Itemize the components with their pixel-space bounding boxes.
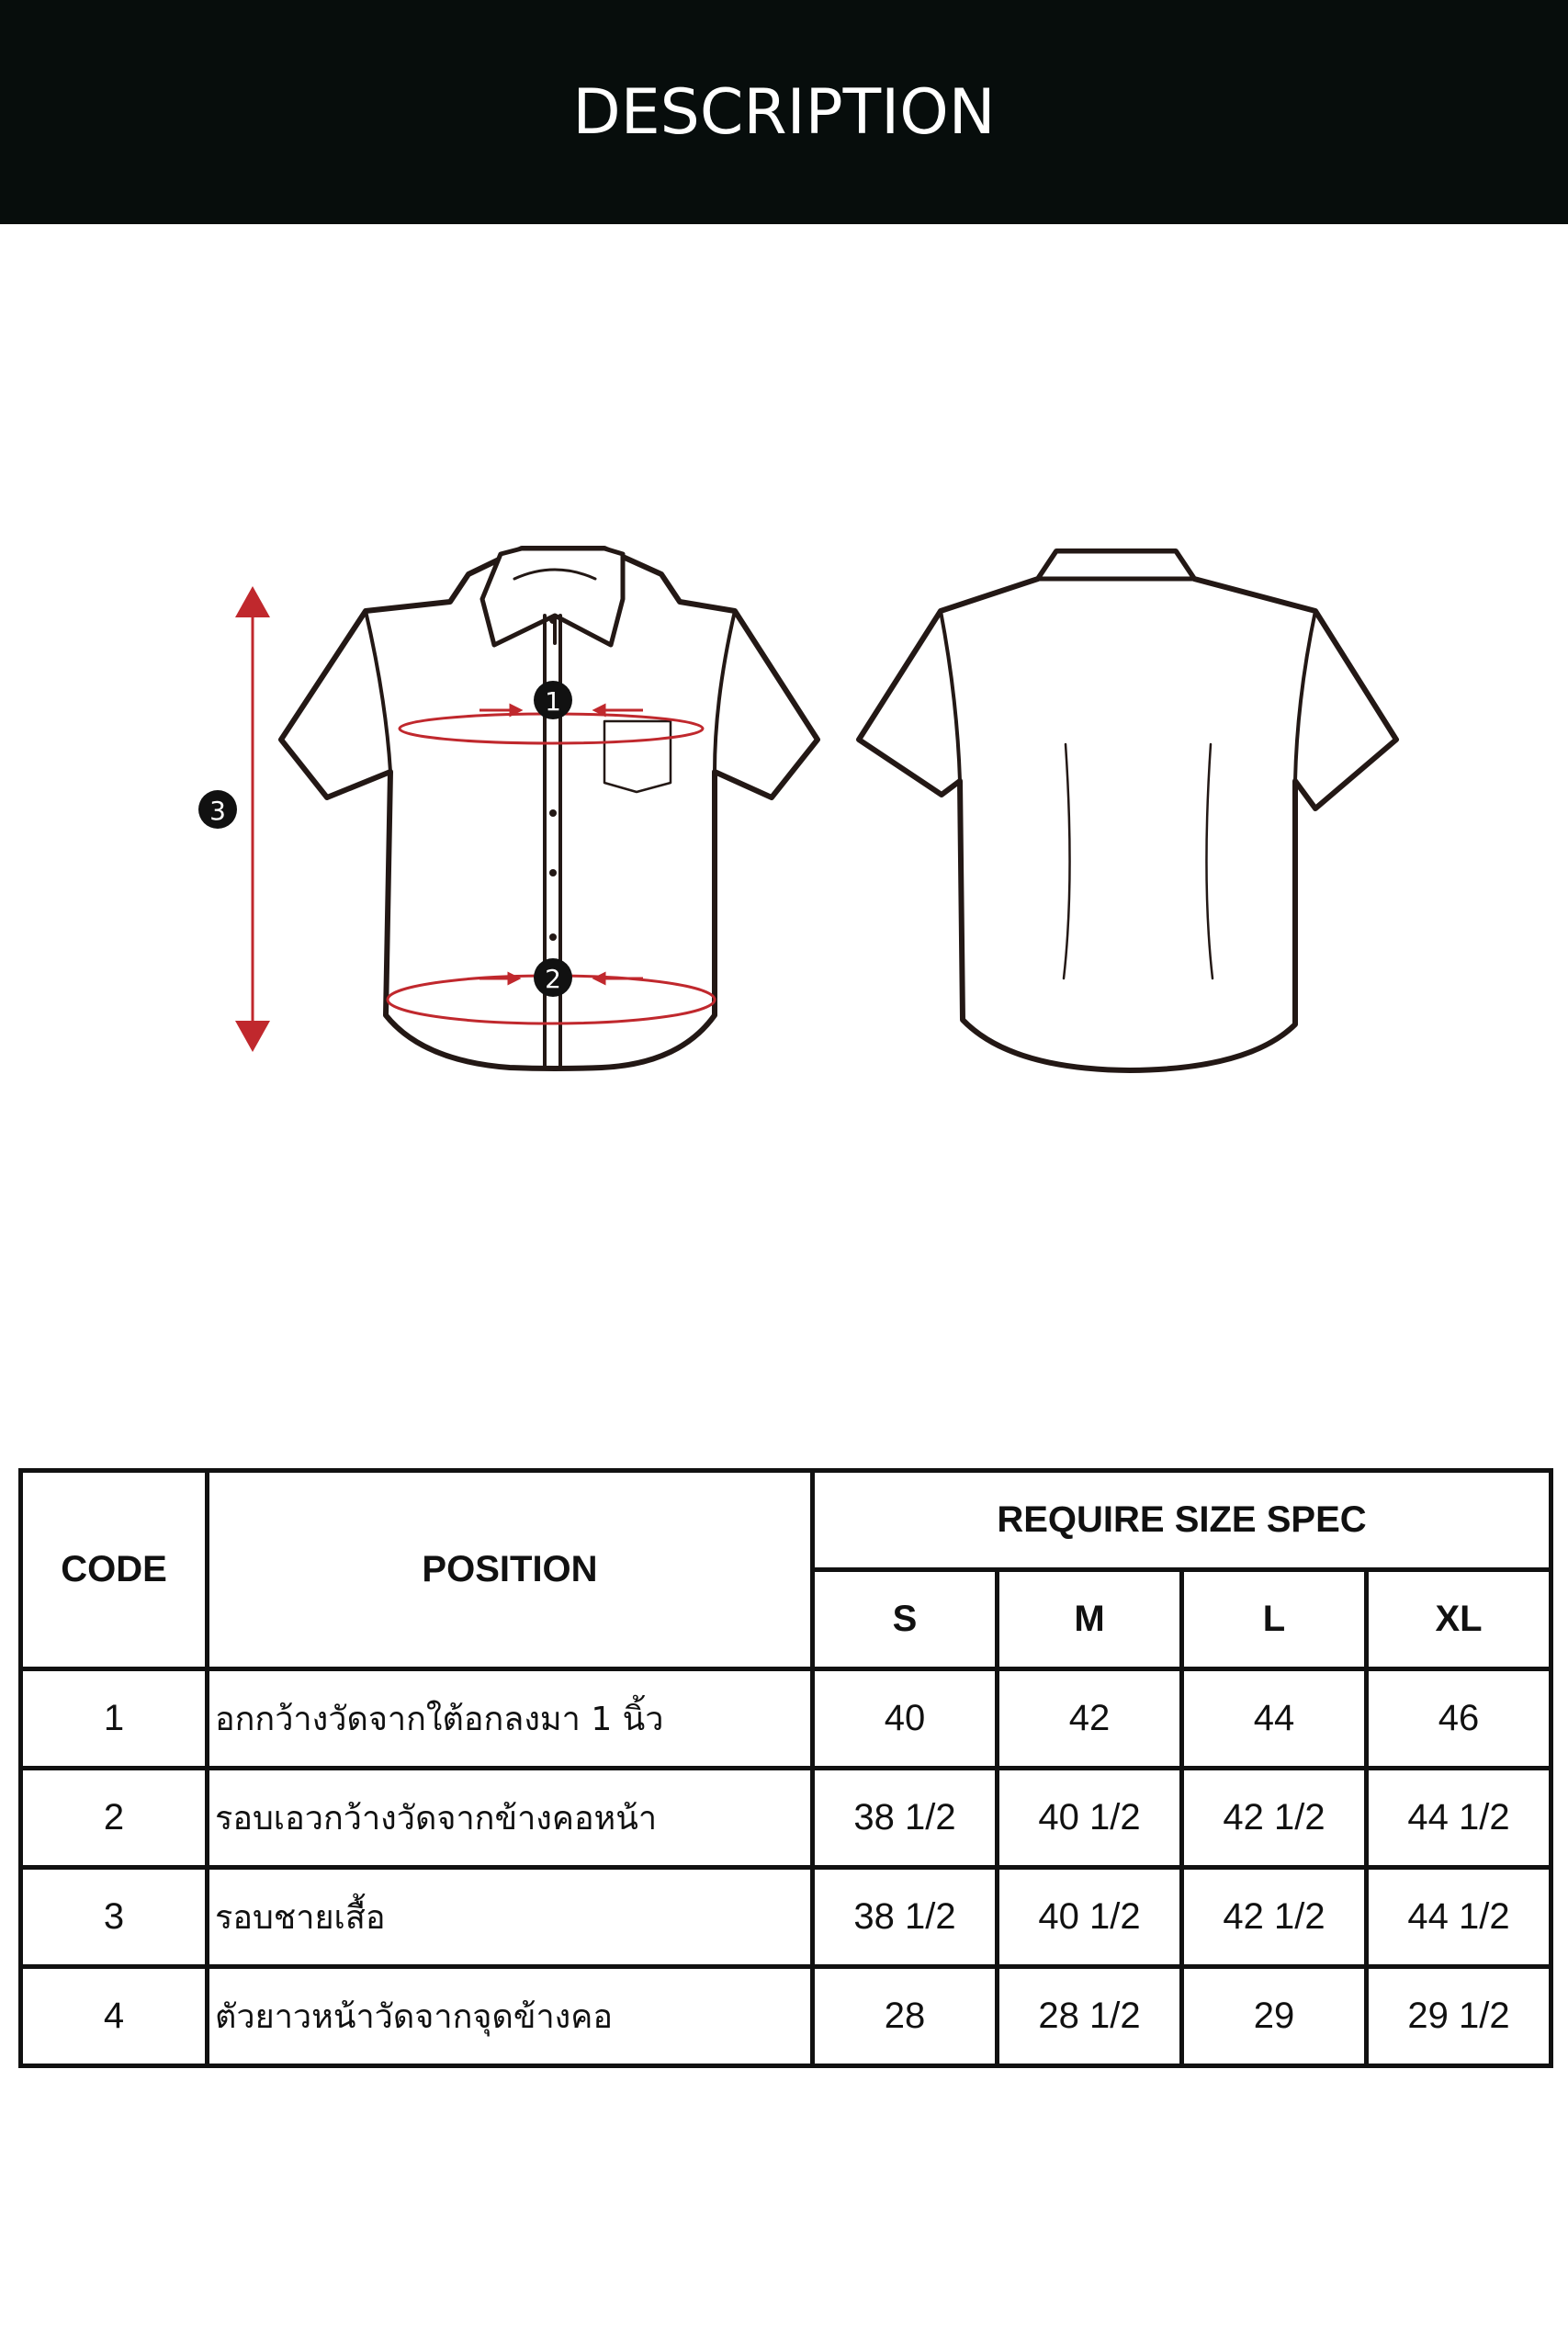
row-value-s: 28 [813, 1967, 998, 2066]
marker-3 [198, 790, 237, 829]
row-value-l: 44 [1182, 1669, 1367, 1769]
size-header-xl: XL [1367, 1570, 1551, 1669]
position-header: POSITION [208, 1471, 813, 1669]
table-row [21, 1769, 1551, 1868]
size-spec-header: REQUIRE SIZE SPEC [813, 1471, 1551, 1570]
row-code: 2 [21, 1769, 208, 1868]
table-row [21, 1868, 1551, 1967]
table-row [21, 1669, 1551, 1769]
size-header-l: L [1182, 1570, 1367, 1669]
page-header [0, 0, 1568, 224]
row-value-s: 38 1/2 [813, 1868, 998, 1967]
row-value-m: 40 1/2 [998, 1868, 1182, 1967]
row-code: 1 [21, 1669, 208, 1769]
marker-1 [534, 681, 572, 719]
marker-2-label: 2 [545, 964, 561, 994]
size-header-s: S [813, 1570, 998, 1669]
row-value-l: 42 1/2 [1182, 1769, 1367, 1868]
row-value-m: 40 1/2 [998, 1769, 1182, 1868]
row-value-s: 38 1/2 [813, 1769, 998, 1868]
row-value-xl: 29 1/2 [1367, 1967, 1551, 2066]
row-value-l: 42 1/2 [1182, 1868, 1367, 1967]
row-code: 4 [21, 1967, 208, 2066]
table-header-row [21, 1471, 1551, 1570]
marker-3-label: 3 [209, 796, 226, 826]
row-value-m: 28 1/2 [998, 1967, 1182, 2066]
row-position: อกกว้างวัดจากใต้อกลงมา 1 นิ้ว [208, 1669, 813, 1769]
row-value-s: 40 [813, 1669, 998, 1769]
size-header-m: M [998, 1570, 1182, 1669]
table-row [21, 1967, 1551, 2066]
row-value-xl: 44 1/2 [1367, 1868, 1551, 1967]
size-spec-table [18, 1468, 1553, 2068]
code-header: CODE [21, 1471, 208, 1669]
marker-2 [534, 958, 572, 997]
row-value-xl: 46 [1367, 1669, 1551, 1769]
row-position: ตัวยาวหน้าวัดจากจุดข้างคอ [208, 1967, 813, 2066]
back-shirt-illustration [859, 551, 1396, 1070]
page-title: DESCRIPTION [572, 75, 996, 149]
row-value-l: 29 [1182, 1967, 1367, 2066]
row-value-xl: 44 1/2 [1367, 1769, 1551, 1868]
marker-1-label: 1 [545, 686, 561, 717]
row-value-m: 42 [998, 1669, 1182, 1769]
row-position: รอบชายเสื้อ [208, 1868, 813, 1967]
row-position: รอบเอวกว้างวัดจากข้างคอหน้า [208, 1769, 813, 1868]
row-code: 3 [21, 1868, 208, 1967]
shirt-measurement-diagram [0, 514, 1568, 1084]
